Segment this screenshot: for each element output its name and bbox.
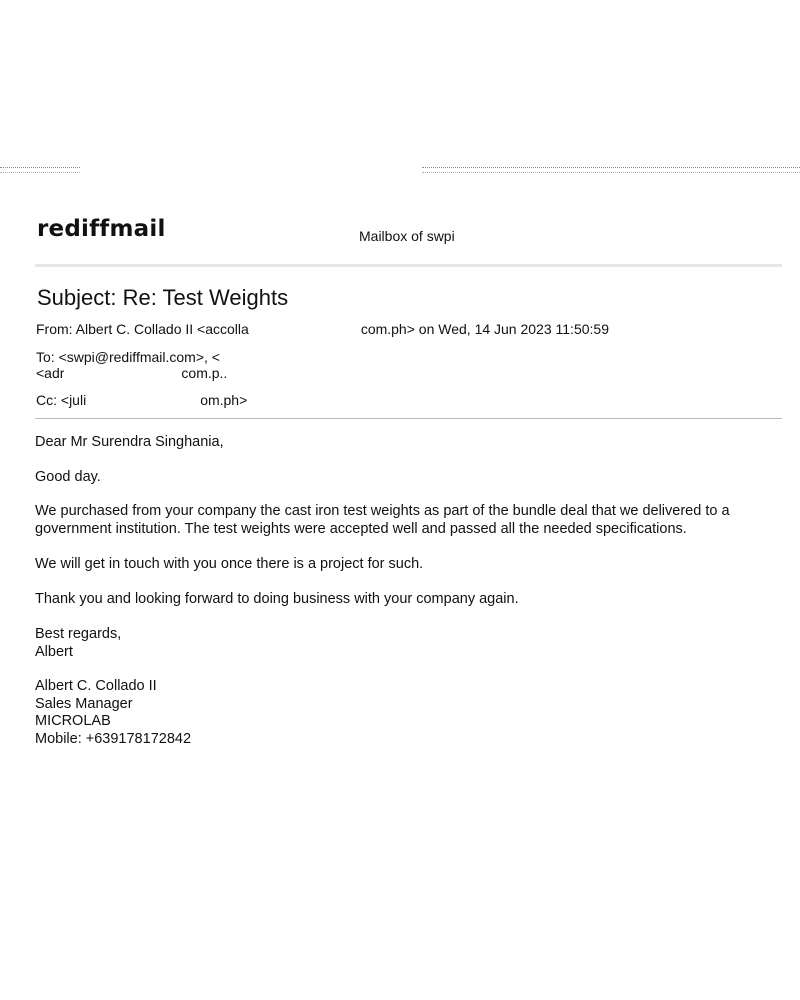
to-line2-prefix: <adr (36, 365, 65, 381)
body-paragraph-2: We will get in touch with you once there is a project for such. (35, 556, 424, 572)
signature-company: MICROLAB (35, 713, 111, 729)
redaction-block (86, 394, 200, 408)
closing-name: Albert (35, 643, 73, 660)
good-day-line: Good day. (35, 469, 101, 485)
print-header-left (0, 167, 80, 173)
body-paragraph-1: We purchased from your company the cast iron test weights as part of the bundle deal that we delivered to a government institution. The test weights were accepted well and passed all the needed specifications. (35, 503, 730, 537)
to-line: To: <swpi@rediffmail.com>, < (36, 349, 220, 365)
from-suffix: com.ph> on Wed, 14 Jun 2023 11:50:59 (360, 321, 609, 337)
signature-mobile: Mobile: +639178172842 (35, 730, 192, 747)
closing-line: Best regards, (35, 626, 122, 642)
rediffmail-logo: rediffmail (37, 216, 166, 242)
print-header-right (422, 167, 800, 173)
cc-suffix: om.ph> (200, 392, 248, 408)
mailbox-label: Mailbox of swpi (359, 228, 455, 244)
to-line2-suffix: com.p.. (181, 365, 228, 381)
cc-line (36, 392, 247, 408)
greeting: Dear Mr Surendra Singhania, (35, 434, 224, 450)
signature-title: Sales Manager (35, 695, 133, 712)
email-subject: Subject: Re: Test Weights (37, 285, 289, 310)
header-divider (35, 264, 782, 267)
from-line (36, 321, 609, 337)
body-paragraph-3: Thank you and looking forward to doing business with your company again. (35, 591, 519, 607)
redaction-block (64, 367, 181, 381)
cc-prefix: Cc: <juli (36, 392, 87, 408)
to-line-continued (36, 365, 227, 381)
from-prefix: From: Albert C. Collado II <accolla (36, 321, 249, 337)
signature-name: Albert C. Collado II (35, 678, 157, 694)
closing (35, 626, 775, 661)
signature-block (35, 678, 775, 748)
redaction-block (249, 323, 361, 337)
meta-divider (35, 418, 782, 419)
